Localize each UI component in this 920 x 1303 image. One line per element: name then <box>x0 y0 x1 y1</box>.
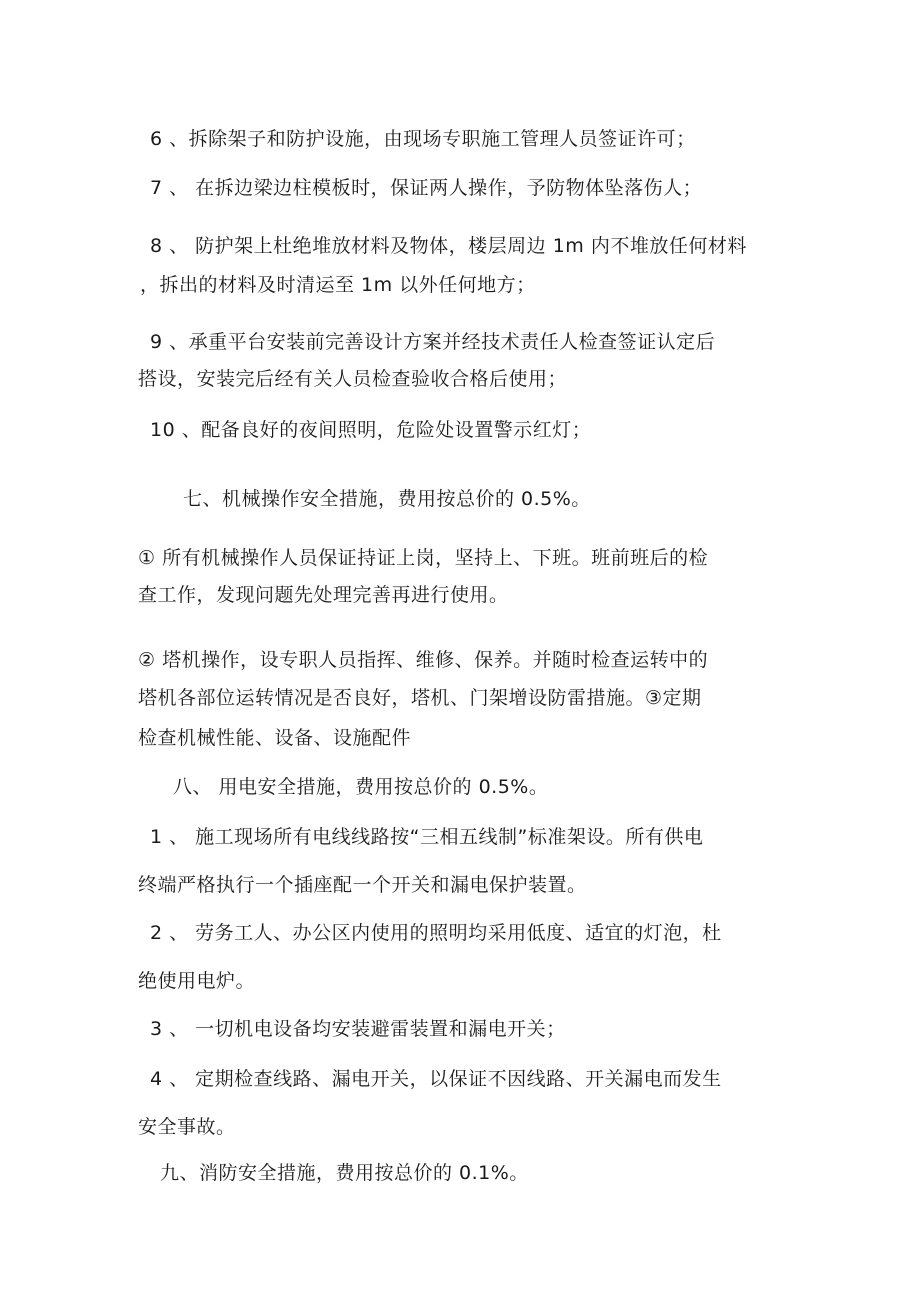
elec-item-1-line2: 终端严格执行一个插座配一个开关和漏电保护装置。 <box>138 874 587 896</box>
circled-2-line2: 塔机各部位运转情况是否良好，塔机、门架增设防雷措施。③定期 <box>138 687 702 709</box>
circled-2-line3: 检查机械性能、设备、设施配件 <box>138 727 412 749</box>
circled-2-line1: ② 塔机操作，设专职人员指挥、维修、保养。并随时检查运转中的 <box>138 649 709 671</box>
elec-item-4-line2: 安全事故。 <box>138 1116 236 1138</box>
section-8-heading: 八、 用电安全措施，费用按总价的 0.5%。 <box>173 776 549 798</box>
elec-item-4-line1: 4 、 定期检查线路、漏电开关，以保证不因线路、开关漏电而发生 <box>150 1068 722 1090</box>
item-8-line2: ，拆出的材料及时清运至 1m 以外任何地方； <box>140 274 536 296</box>
item-9-line2: 搭设，安装完后经有关人员检查验收合格后使用； <box>138 368 568 390</box>
elec-item-2-line2: 绝使用电炉。 <box>138 970 256 992</box>
section-9-heading: 九、消防安全措施，费用按总价的 0.1%。 <box>160 1162 529 1184</box>
section-7-heading: 七、机械操作安全措施，费用按总价的 0.5%。 <box>183 488 591 510</box>
elec-item-1-line1: 1 、 施工现场所有电线线路按“三相五线制”标准架设。所有供电 <box>150 826 704 848</box>
circled-1-line2: 查工作，发现问题先处理完善再进行使用。 <box>138 584 509 606</box>
circled-1-line1: ① 所有机械操作人员保证持证上岗，坚持上、下班。班前班后的检 <box>138 547 709 569</box>
elec-item-3: 3 、 一切机电设备均安装避雷装置和漏电开关； <box>150 1018 566 1040</box>
item-6: 6 、拆除架子和防护设施，由现场专职施工管理人员签证许可； <box>150 128 696 150</box>
elec-item-2-line1: 2 、 劳务工人、办公区内使用的照明均采用低度、适宜的灯泡，杜 <box>150 922 722 944</box>
item-7: 7 、 在拆边梁边柱模板时，保证两人操作，予防物体坠落伤人； <box>150 177 703 199</box>
item-10: 10 、配备良好的夜间照明，危险处设置警示红灯； <box>150 419 592 441</box>
item-9-line1: 9 、承重平台安装前完善设计方案并经技术责任人检查签证认定后 <box>150 331 716 353</box>
item-8-line1: 8 、 防护架上杜绝堆放材料及物体，楼层周边 1m 内不堆放任何材料 <box>150 235 747 257</box>
